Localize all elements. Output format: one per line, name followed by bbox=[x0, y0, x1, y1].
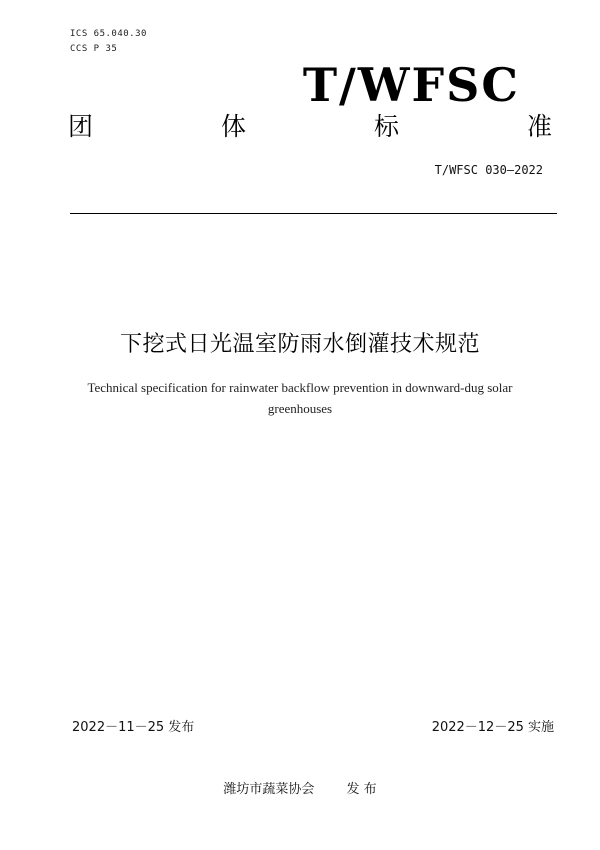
implement-date: 2022－12－25 实施 bbox=[431, 720, 554, 735]
standard-type-char: 团 bbox=[68, 112, 94, 141]
header-divider bbox=[70, 213, 557, 214]
title-chinese: 下挖式日光温室防雨水倒灌技术规范 bbox=[119, 332, 480, 357]
ics-code: ICS 65.040.30 bbox=[70, 29, 147, 39]
organization-code: T/WFSC bbox=[302, 58, 520, 112]
title-english: Technical specification for rainwater backflow prevention in downward-dug solar greenhouses bbox=[87, 380, 513, 416]
standard-type-char: 标 bbox=[373, 112, 399, 141]
standard-number: T/WFSC 030—2022 bbox=[434, 163, 543, 177]
standard-type bbox=[68, 114, 552, 139]
standard-type-char: 体 bbox=[220, 112, 246, 141]
publish-date: 2022－11－25 发布 bbox=[72, 720, 195, 735]
publisher-line bbox=[0, 778, 600, 797]
standard-type-char: 准 bbox=[526, 112, 552, 141]
publish-word: 发 布 bbox=[346, 782, 377, 797]
publisher-name: 潍坊市蔬菜协会 bbox=[223, 782, 315, 797]
ccs-code: CCS P 35 bbox=[70, 44, 118, 54]
